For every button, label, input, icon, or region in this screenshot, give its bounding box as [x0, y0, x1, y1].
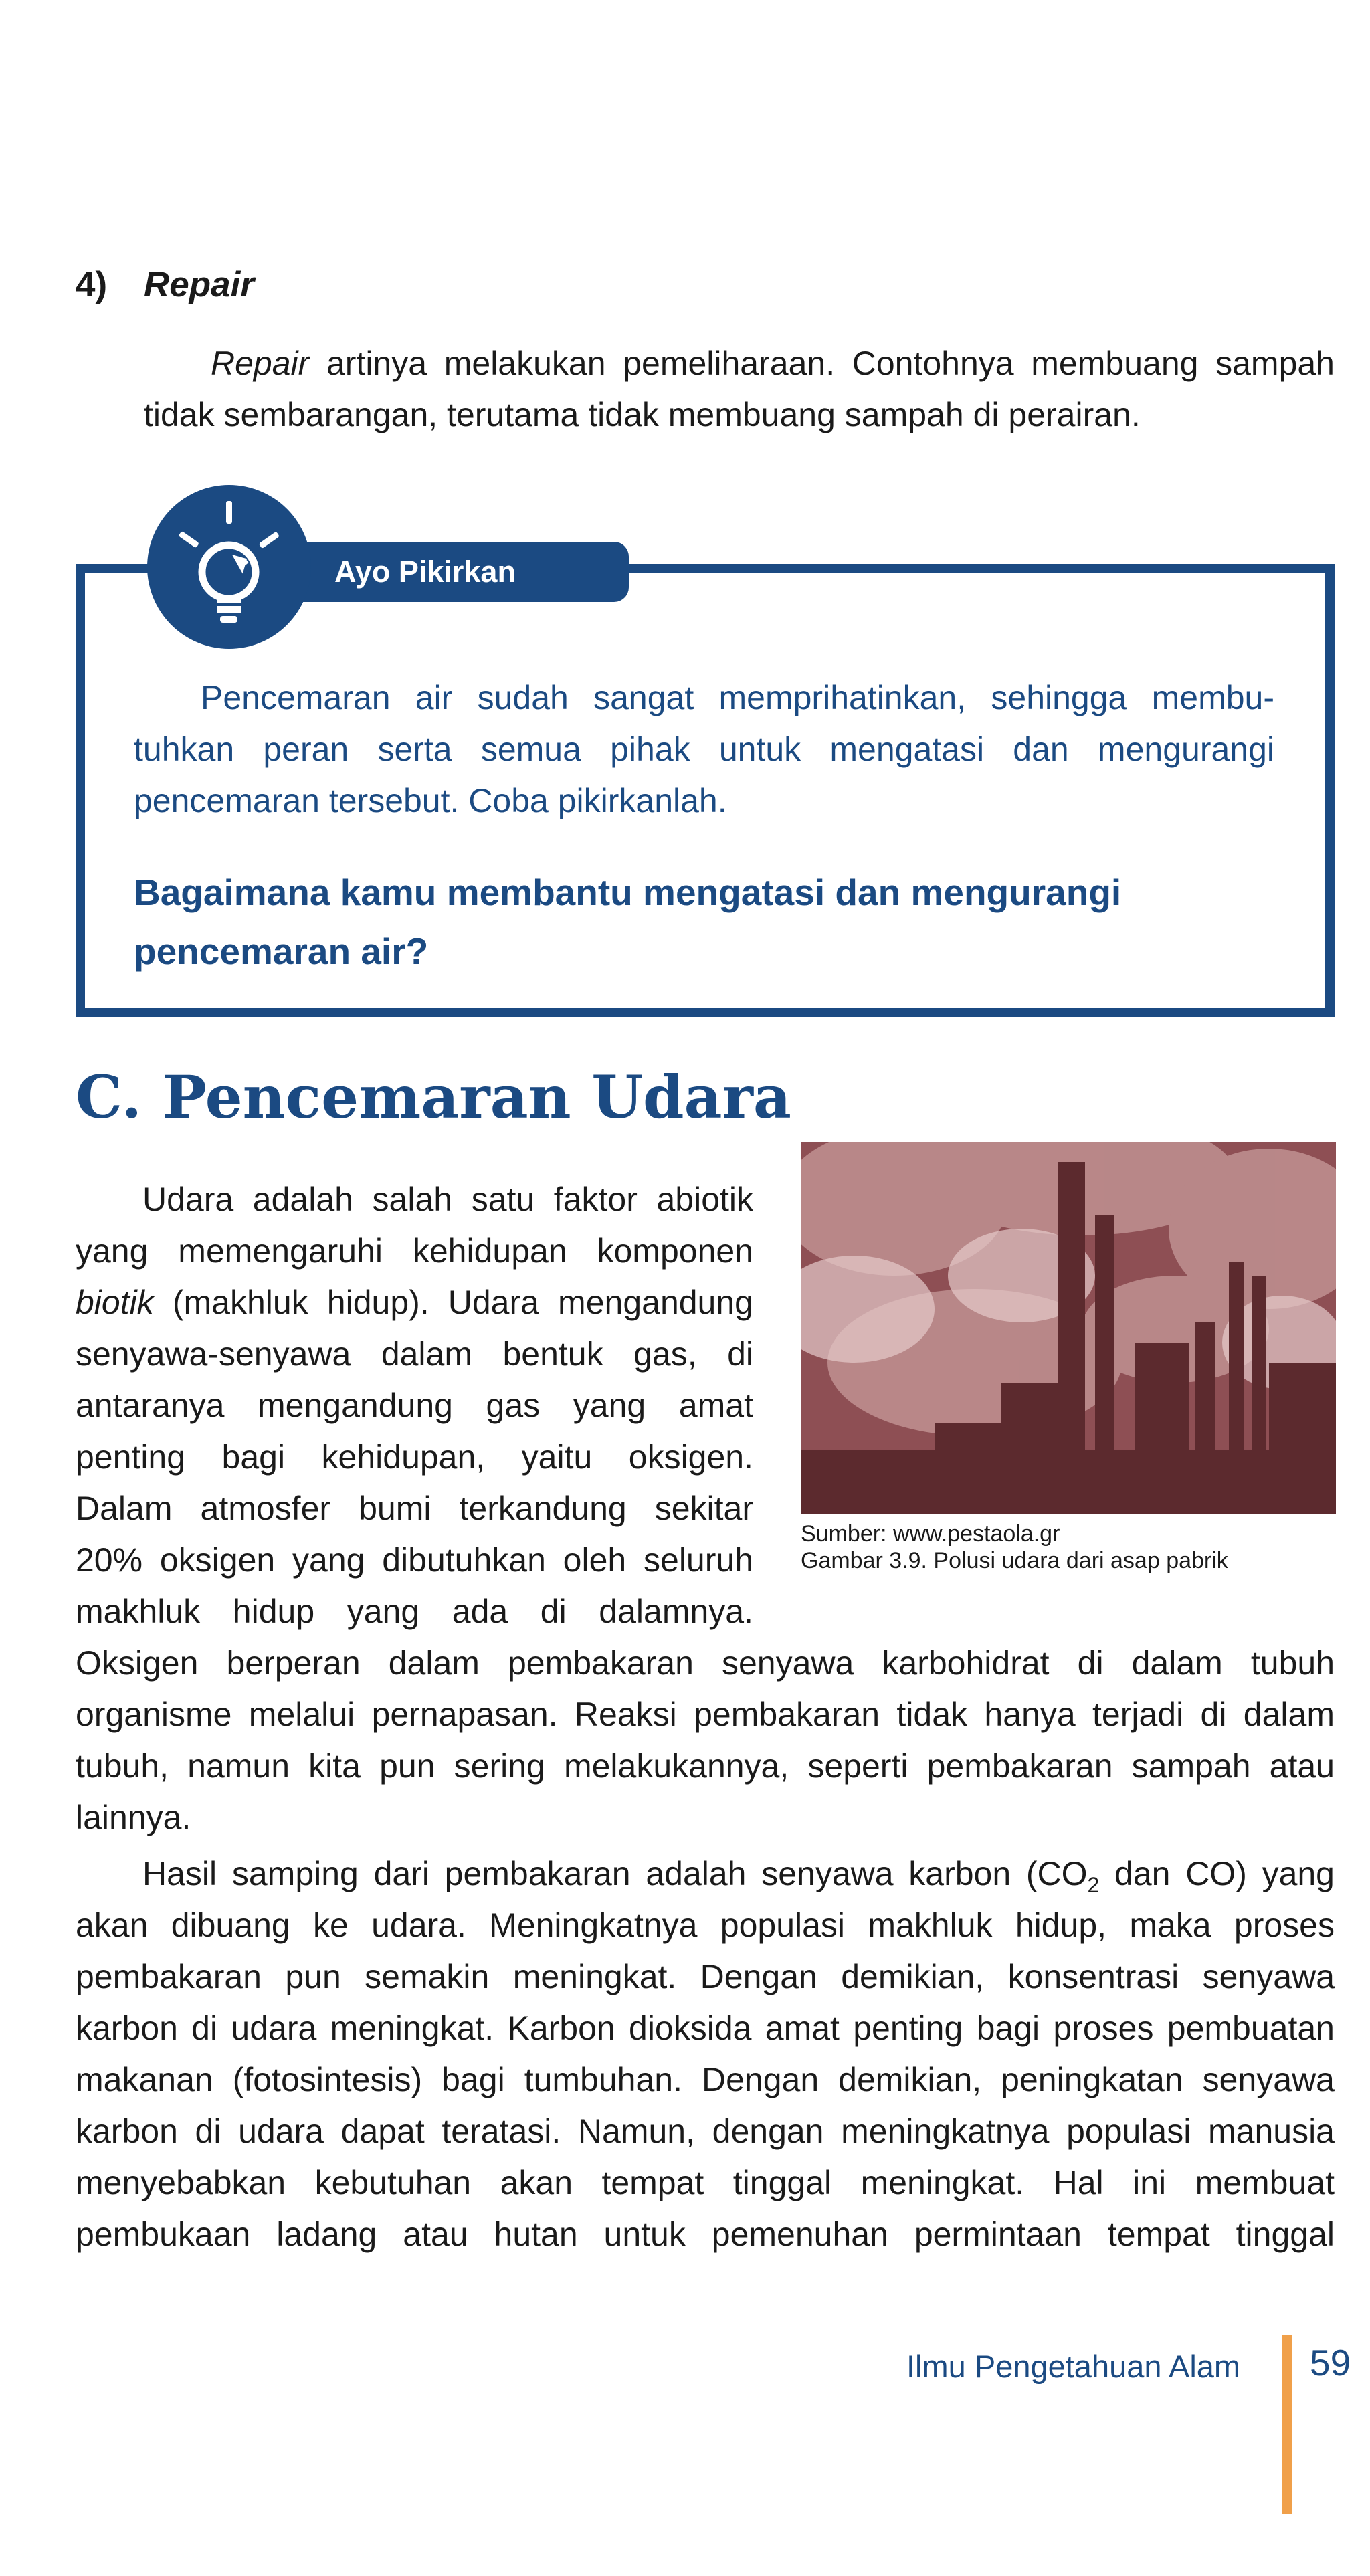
biotik-term: biotik: [76, 1284, 154, 1321]
think-paragraph-line2: tuhkan peran serta semua pihak untuk mengatasi dan mengurangi: [134, 730, 1274, 768]
udara-line6: penting bagi kehidupan, yaitu oksigen.: [76, 1438, 753, 1476]
para2-line6: karbon di udara dapat teratasi. Namun, dengan meningkatnya populasi manusia: [76, 2112, 1335, 2150]
udara-line5: antaranya mengandung gas yang amat: [76, 1387, 753, 1424]
co2-subscript: 2: [1087, 1873, 1100, 1897]
repair-line1-text: artinya melakukan pemeliharaan. Contohnya membuang sampah: [309, 344, 1335, 382]
udara-wide-line1: Oksigen berperan dalam pembakaran senyawa karbohidrat di dalam tubuh: [76, 1644, 1335, 1682]
udara-line1-text: Udara adalah salah satu faktor abiotik: [142, 1181, 753, 1218]
repair-term: Repair: [211, 344, 310, 382]
para2-line7: menyebabkan kebutuhan akan tempat tinggal meningkat. Hal ini membuat: [76, 2164, 1335, 2201]
para2-line5: makanan (fotosintesis) bagi tumbuhan. Dengan demikian, peningkatan senyawa: [76, 2061, 1335, 2098]
udara-line9: makhluk hidup yang ada di dalamnya.: [76, 1593, 753, 1630]
para2-line4: karbon di udara meningkat. Karbon dioksida amat penting bagi proses pembuatan: [76, 2009, 1335, 2047]
udara-wide-line3: tubuh, namun kita pun sering melakukannya, seperti pembakaran sampah atau: [76, 1747, 1335, 1785]
udara-line3: [76, 1277, 753, 1328]
udara-line4: senyawa-senyawa dalam bentuk gas, di: [76, 1335, 753, 1373]
udara-wide-line2: organisme melalui pernapasan. Reaksi pembakaran tidak hanya terjadi di dalam: [76, 1696, 1335, 1733]
think-question-line1: Bagaimana kamu membantu mengatasi dan mengurangi: [134, 872, 1122, 913]
udara-line8: 20% oksigen yang dibutuhkan oleh seluruh: [76, 1541, 753, 1579]
repair-paragraph-line1: [144, 338, 1335, 389]
para2-line2: akan dibuang ke udara. Meningkatnya populasi makhluk hidup, maka proses: [76, 1906, 1335, 1944]
udara-wide-line4: lainnya.: [76, 1799, 191, 1836]
list-number: 4): [76, 265, 108, 304]
think-question-line2: pencemaran air?: [134, 930, 429, 972]
udara-line2: yang memengaruhi kehidupan komponen: [76, 1232, 753, 1270]
page-number: 59: [1310, 2342, 1351, 2383]
para2-line3: pembakaran pun semakin meningkat. Dengan demikian, konsentrasi senyawa: [76, 1958, 1335, 1995]
think-paragraph-line1: [134, 672, 1274, 724]
para2-line8: pembukaan ladang atau hutan untuk pemenuhan permintaan tempat tinggal: [76, 2215, 1335, 2253]
section-title: C. Pencemaran Udara: [76, 1062, 791, 1132]
footer-book-title: Ilmu Pengetahuan Alam: [906, 2349, 1241, 2384]
repair-paragraph-line2: tidak sembarangan, terutama tidak membuang sampah di perairan.: [144, 396, 1141, 433]
think-box-label: Ayo Pikirkan: [281, 542, 629, 602]
think-line1-text: Pencemaran air sudah sangat memprihatinkan, sehingga membu-: [201, 679, 1274, 716]
udara-line3-text: (makhluk hidup). Udara mengandung: [172, 1284, 753, 1321]
para2-line1-a: Hasil samping dari pembakaran adalah senyawa karbon (CO: [142, 1855, 1088, 1892]
photo-caption: Gambar 3.9. Polusi udara dari asap pabrik: [801, 1548, 1228, 1573]
think-paragraph-line3: pencemaran tersebut. Coba pikirkanlah.: [134, 782, 727, 819]
subsection-title: Repair: [144, 265, 254, 304]
factory-smoke-photo: [801, 1142, 1336, 1514]
udara-line1: [76, 1174, 753, 1225]
udara-line7: Dalam atmosfer bumi terkandung sekitar: [76, 1490, 753, 1527]
lightbulb-icon: [147, 485, 311, 649]
para2-line1-b: dan CO) yang: [1099, 1855, 1335, 1892]
footer-accent-bar: [1282, 2335, 1292, 2514]
photo-source: Sumber: www.pestaola.gr: [801, 1521, 1060, 1547]
